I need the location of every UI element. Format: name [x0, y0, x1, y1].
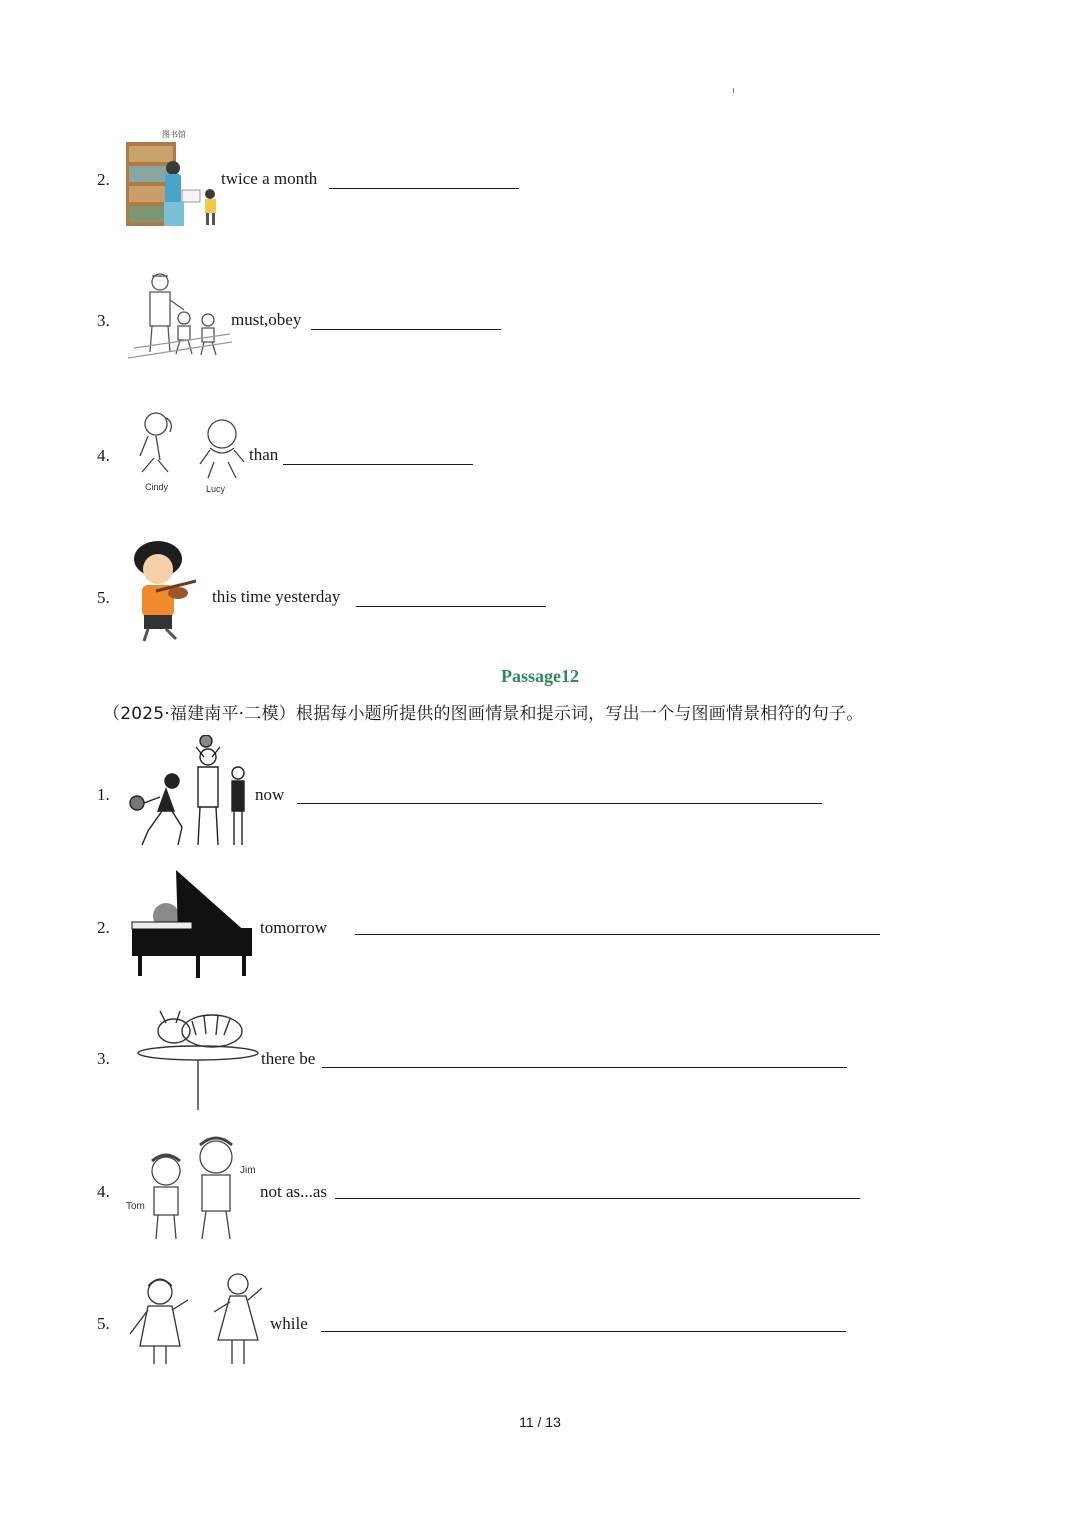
- item-number: 2.: [97, 918, 110, 937]
- item-number: 5.: [97, 588, 110, 607]
- tom-jim-icon: [126, 1131, 260, 1252]
- name-label-jim: Jim: [240, 1165, 256, 1176]
- name-label-lucy: Lucy: [206, 484, 226, 494]
- police-crossing-icon: [126, 270, 236, 367]
- answer-line[interactable]: [356, 606, 546, 607]
- answer-line[interactable]: [335, 1198, 860, 1199]
- dancing-girls-icon: [126, 1266, 266, 1375]
- page-number: 11 / 13: [519, 1414, 561, 1430]
- answer-line[interactable]: [321, 1331, 846, 1332]
- name-label-tom: Tom: [126, 1201, 145, 1212]
- hint-text: twice a month: [221, 169, 318, 188]
- hint-text: must,obey: [231, 310, 302, 329]
- hint-text: while: [270, 1314, 308, 1333]
- answer-line[interactable]: [297, 803, 822, 804]
- answer-line[interactable]: [322, 1067, 847, 1068]
- page-mark: [733, 88, 734, 93]
- passage-title: Passage12: [501, 666, 579, 686]
- girls-running-icon: [126, 410, 248, 503]
- item-number: 4.: [97, 446, 110, 465]
- piano-icon: [126, 866, 258, 985]
- item-number: 2.: [97, 170, 110, 189]
- cat-on-table-icon: [126, 1003, 260, 1120]
- hint-text: now: [255, 785, 285, 804]
- item-number: 1.: [97, 785, 110, 804]
- answer-line[interactable]: [311, 329, 501, 330]
- item-number: 4.: [97, 1182, 110, 1201]
- hint-text: there be: [261, 1049, 316, 1068]
- answer-line[interactable]: [283, 464, 473, 465]
- item-number: 5.: [97, 1314, 110, 1333]
- item-number: 3.: [97, 1049, 110, 1068]
- name-label-cindy: Cindy: [145, 482, 169, 492]
- hint-text: this time yesterday: [212, 587, 341, 606]
- boy-violin-icon: [126, 541, 204, 650]
- item-number: 3.: [97, 311, 110, 330]
- library-label: 图书馆: [162, 130, 186, 139]
- basketball-players-icon: [126, 735, 254, 858]
- hint-text: not as...as: [260, 1182, 328, 1201]
- library-icon: [126, 128, 221, 231]
- instructions: （2025·福建南平·二模）根据每小题所提供的图画情景和提示词，写出一个与图画情景相符的句子。: [103, 704, 864, 724]
- answer-line[interactable]: [355, 934, 880, 935]
- hint-text: tomorrow: [260, 918, 328, 937]
- hint-text: than: [249, 445, 279, 464]
- answer-line[interactable]: [329, 188, 519, 189]
